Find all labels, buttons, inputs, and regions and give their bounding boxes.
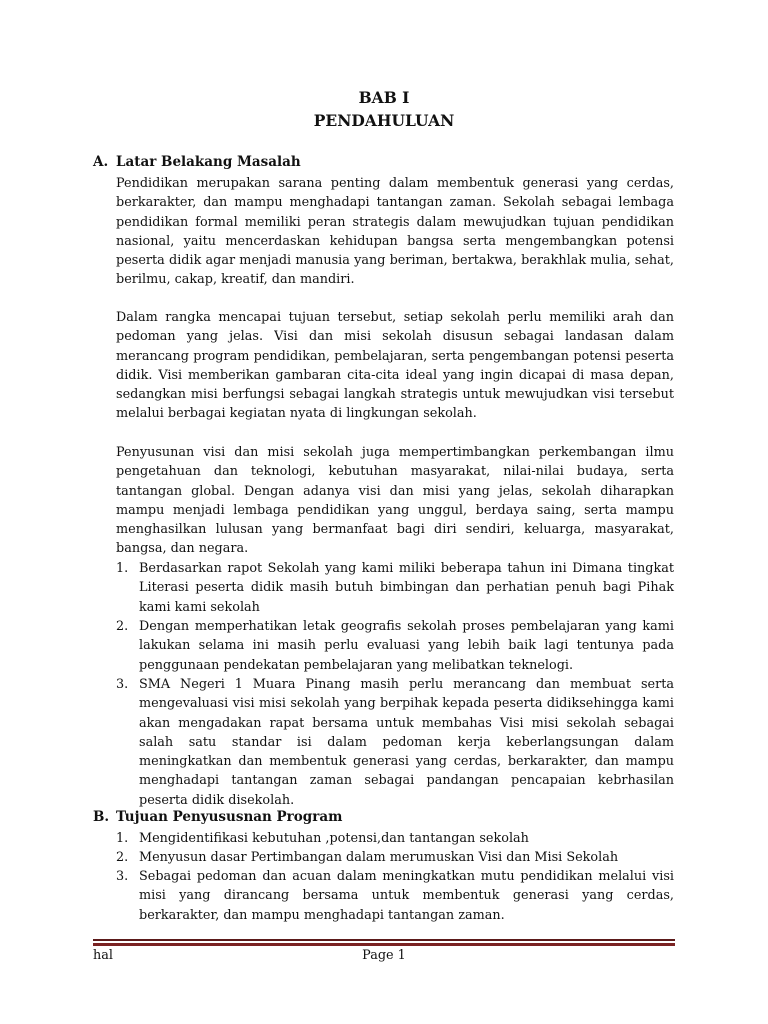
list-number: 3. [116, 869, 129, 884]
footer-rule-thick [93, 943, 675, 946]
list-item-a3 [116, 675, 674, 810]
page-number: Page 1 [362, 948, 406, 963]
list-number: 3. [116, 677, 129, 692]
list-item-a2 [116, 617, 674, 675]
footer-rule-thin [93, 939, 675, 941]
list-text: SMA Negeri 1 Muara Pinang masih perlu merancang dan membuat serta mengevaluasi visi misi sekolah yang berpihak kepada peserta didiksehingga kami akan mengadakan rapat bersama untuk membahas Visi misi sekolah sebagai salah satu standar isi dalam pedoman kerja keberlangsungan dalam meningkatkan dan membentuk generasi yang cerdas, berkarakter, dan mampu menghadapi tantangan zaman sebagai pandangan pencapaian kebrhasilan peserta didik disekolah. [139, 677, 674, 808]
chapter-title: PENDAHULUAN [313, 111, 455, 130]
list-number: 1. [116, 561, 129, 576]
list-item-a1 [116, 559, 674, 617]
section-b-letter: B. [93, 809, 110, 825]
list-text: Menyusun dasar Pertimbangan dalam merumuskan Visi dan Misi Sekolah [139, 850, 619, 865]
list-text: Sebagai pedoman dan acuan dalam meningkatkan mutu pendidikan melalui visi misi yang dirancang bersama untuk membentuk generasi yang cerdas, berkarakter, dan mampu menghadapi tantangan zaman. [139, 869, 674, 923]
list-item-b1 [116, 829, 674, 848]
list-text: Berdasarkan rapot Sekolah yang kami miliki beberapa tahun ini Dimana tingkat Literasi peserta didik masih butuh bimbingan dan perhatian penuh bagi Pihak kami kami sekolah [139, 561, 674, 615]
paragraph-1: Pendidikan merupakan sarana penting dalam membentuk generasi yang cerdas, berkarakter, dan mampu menghadapi tantangan zaman. Sekolah sebagai lembaga pendidikan formal memiliki peran strategis dalam mewujudkan tujuan pendidikan nasional, yaitu mencerdaskan kehidupan bangsa serta mengembangkan potensi peserta didik agar menjadi manusia yang beriman, bertakwa, berakhlak mulia, sehat, berilmu, cakap, kreatif, dan mandiri. [116, 176, 674, 288]
chapter-number: BAB I [358, 88, 410, 107]
list-item-b2 [116, 848, 674, 867]
list-text: Dengan memperhatikan letak geografis sekolah proses pembelajaran yang kami lakukan selama ini masih perlu evaluasi yang lebih baik lagi tentunya pada penggunaan pendekatan pembelajaran yang melibatkan teknelogi. [139, 619, 674, 673]
list-item-b3 [116, 867, 674, 925]
paragraph-2: Dalam rangka mencapai tujuan tersebut, setiap sekolah perlu memiliki arah dan pedoman yang jelas. Visi dan misi sekolah disusun sebagai landasan dalam merancang program pendidikan, pembelajaran, serta pengembangan potensi peserta didik. Visi memberikan gambaran cita-cita ideal yang ingin dicapai di masa depan, sedangkan misi berfungsi sebagai langkah strategis untuk mewujudkan visi tersebut melalui berbagai kegiatan nyata di lingkungan sekolah. [116, 310, 674, 422]
list-text: Mengidentifikasi kebutuhan ,potensi,dan tantangan sekolah [139, 831, 529, 846]
section-b-title: Tujuan Penyususnan Program [116, 809, 343, 825]
section-a-heading [93, 154, 301, 170]
list-number: 2. [116, 619, 129, 634]
footer-label: hal [93, 948, 113, 963]
list-number: 1. [116, 831, 129, 846]
list-number: 2. [116, 850, 129, 865]
paragraph-3: Penyusunan visi dan misi sekolah juga mempertimbangkan perkembangan ilmu pengetahuan dan teknologi, kebutuhan masyarakat, nilai-nilai budaya, serta tantangan global. Dengan adanya visi dan misi yang jelas, sekolah diharapkan mampu menjadi lembaga pendidikan yang unggul, berdaya saing, serta mampu menghasilkan lulusan yang bermanfaat bagi diri sendiri, keluarga, masyarakat, bangsa, dan negara. [116, 445, 674, 557]
section-a-title: Latar Belakang Masalah [116, 154, 301, 170]
section-b-heading [93, 809, 342, 825]
section-a-letter: A. [93, 154, 109, 170]
